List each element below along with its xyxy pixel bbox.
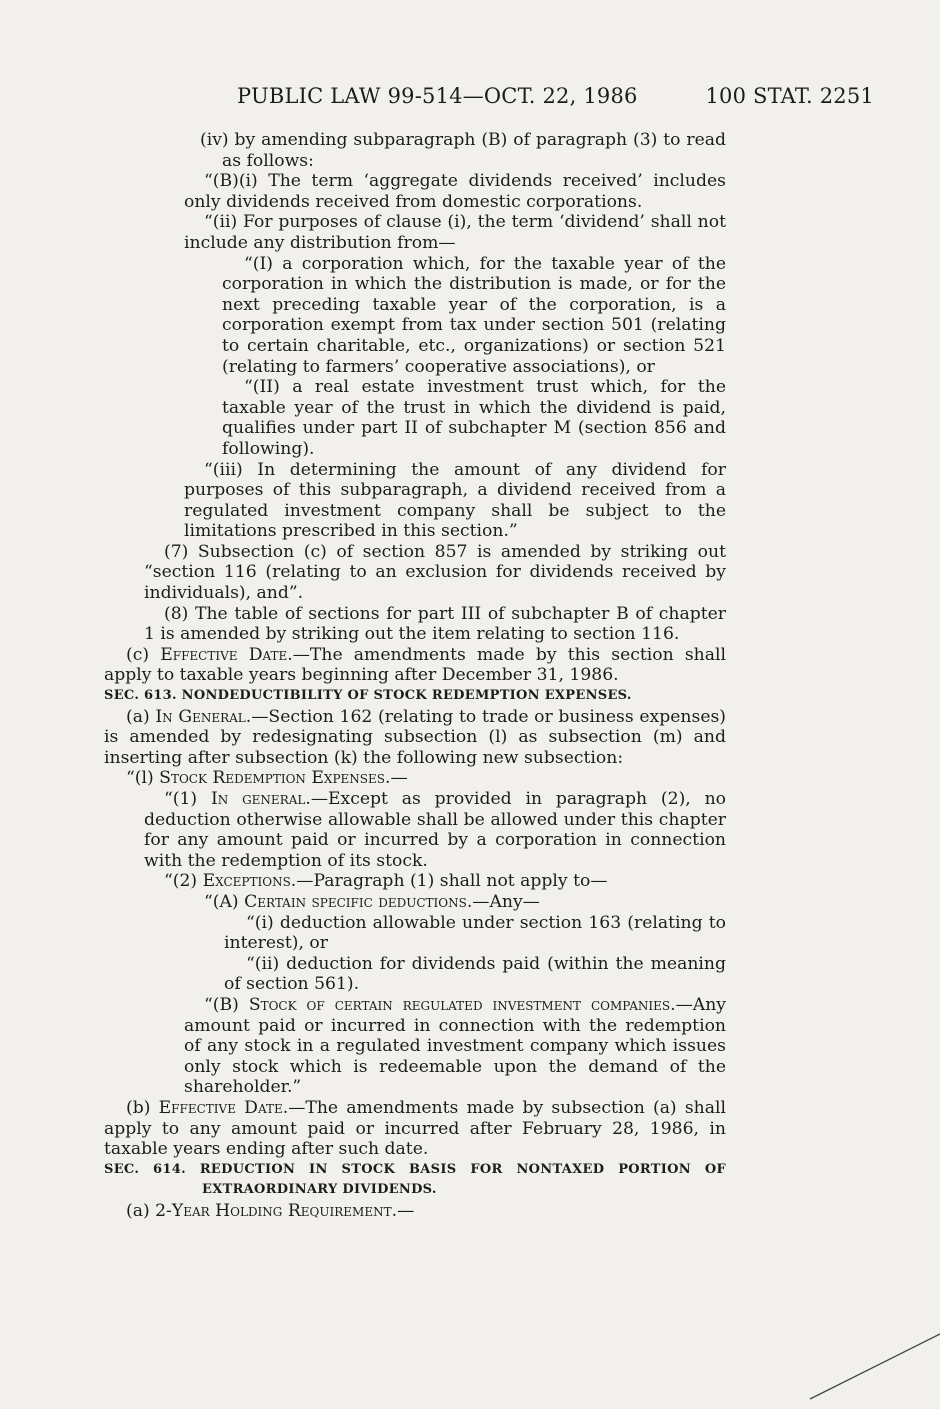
effective-date-c: (c) Effective Date.—The amendments made by this section shall apply to taxable years beginning after December 31, 1986.	[104, 644, 726, 686]
body-text	[104, 130, 726, 1221]
section-614-heading: SEC. 614. REDUCTION IN STOCK BASIS FOR NONTAXED PORTION OF EXTRAORDINARY DIVIDENDS.	[104, 1161, 726, 1198]
subsection-l: “(l) Stock Redemption Expenses.—	[126, 768, 408, 789]
clause-ii: “(ii) For purposes of clause (i), the term ‘dividend’ shall not include any distribution from—	[184, 212, 726, 253]
caption: Effective Date.	[160, 644, 293, 665]
running-header: PUBLIC LAW 99-514—OCT. 22, 1986	[237, 84, 638, 108]
paragraph-7: (7) Subsection (c) of section 857 is amended by striking out “section 116 (relating to an exclusion for dividends received by individuals), and”.	[144, 541, 726, 604]
subclause-ii: “(II) a real estate investment trust which, for the taxable year of the trust in which the dividend is paid, qualifies under part II of subchapter M (section 856 and following).	[222, 377, 726, 459]
paragraph-iv: (iv) by amending subparagraph (B) of paragraph (3) to read as follows:	[200, 130, 726, 171]
caption: Exceptions.	[202, 871, 297, 892]
clause-a-i: “(i) deduction allowable under section 163 (relating to interest), or	[224, 912, 726, 954]
paragraph-8: (8) The table of sections for part III of subchapter B of chapter 1 is amended by striking out the item relating to section 116.	[144, 603, 726, 645]
clause-a-ii: “(ii) deduction for dividends paid (within the meaning of section 561).	[224, 953, 726, 995]
subsection-a-614: (a) 2-Year Holding Requirement.—	[126, 1200, 415, 1221]
clause-iii: “(iii) In determining the amount of any dividend for purposes of this subparagraph, a dividend received from a regulated investment company shall be subject to the limitations prescribed in this section.”	[184, 459, 726, 542]
subclause-i: “(I) a corporation which, for the taxable year of the corporation in which the distribution is made, or for the next preceding taxable year of the corporation, is a corporation exempt from tax under section 501 (relating to certain charitable, etc., organizations) or section 521 (relating to farmers’ cooperative associations), or	[222, 253, 726, 377]
page-stat-number: 100 STAT. 2251	[705, 84, 874, 108]
paragraph-1: “(1) In general.—Except as provided in paragraph (2), no deduction otherwise allowable shall be allowed under this chapter for any amount paid or incurred by a corporation in connection with the redemption of its stock.	[144, 789, 726, 871]
section-613-heading: SEC. 613. NONDEDUCTIBILITY OF STOCK REDEMPTION EXPENSES.	[104, 688, 632, 704]
subparagraph-a: “(A) Certain specific deductions.—Any—	[204, 891, 540, 912]
caption: Effective Date.	[158, 1097, 289, 1118]
paragraph-2: “(2) Exceptions.—Paragraph (1) shall not apply to—	[164, 871, 608, 892]
effective-date-b: (b) Effective Date.—The amendments made by subsection (a) shall apply to any amount paid or incurred after February 28, 1986, in taxable years ending after such date.	[104, 1097, 726, 1160]
caption: Stock of certain regulated investment companies.	[248, 994, 676, 1015]
caption: In general.	[210, 789, 311, 809]
clause-b-i: “(B)(i) The term ‘aggregate dividends received’ includes only dividends received from domestic corporations.	[184, 171, 726, 212]
caption: Stock Redemption Expenses.	[159, 768, 391, 789]
subsection-a: (a) In General.—Section 162 (relating to trade or business expenses) is amended by redesignating subsection (l) as subsection (m) and inserting after subsection (k) the following new subsection:	[104, 706, 727, 768]
caption: Year Holding Requirement.	[171, 1200, 398, 1221]
subparagraph-b: “(B) Stock of certain regulated investment companies.—Any amount paid or incurred in connection with the redemption of any stock in a regulated investment company which issues only stock which is redeemable upon the demand of the shareholder.”	[184, 994, 726, 1098]
caption: Certain specific deductions.	[244, 891, 473, 912]
caption: In General.	[155, 706, 252, 727]
scan-mark	[800, 1299, 940, 1409]
